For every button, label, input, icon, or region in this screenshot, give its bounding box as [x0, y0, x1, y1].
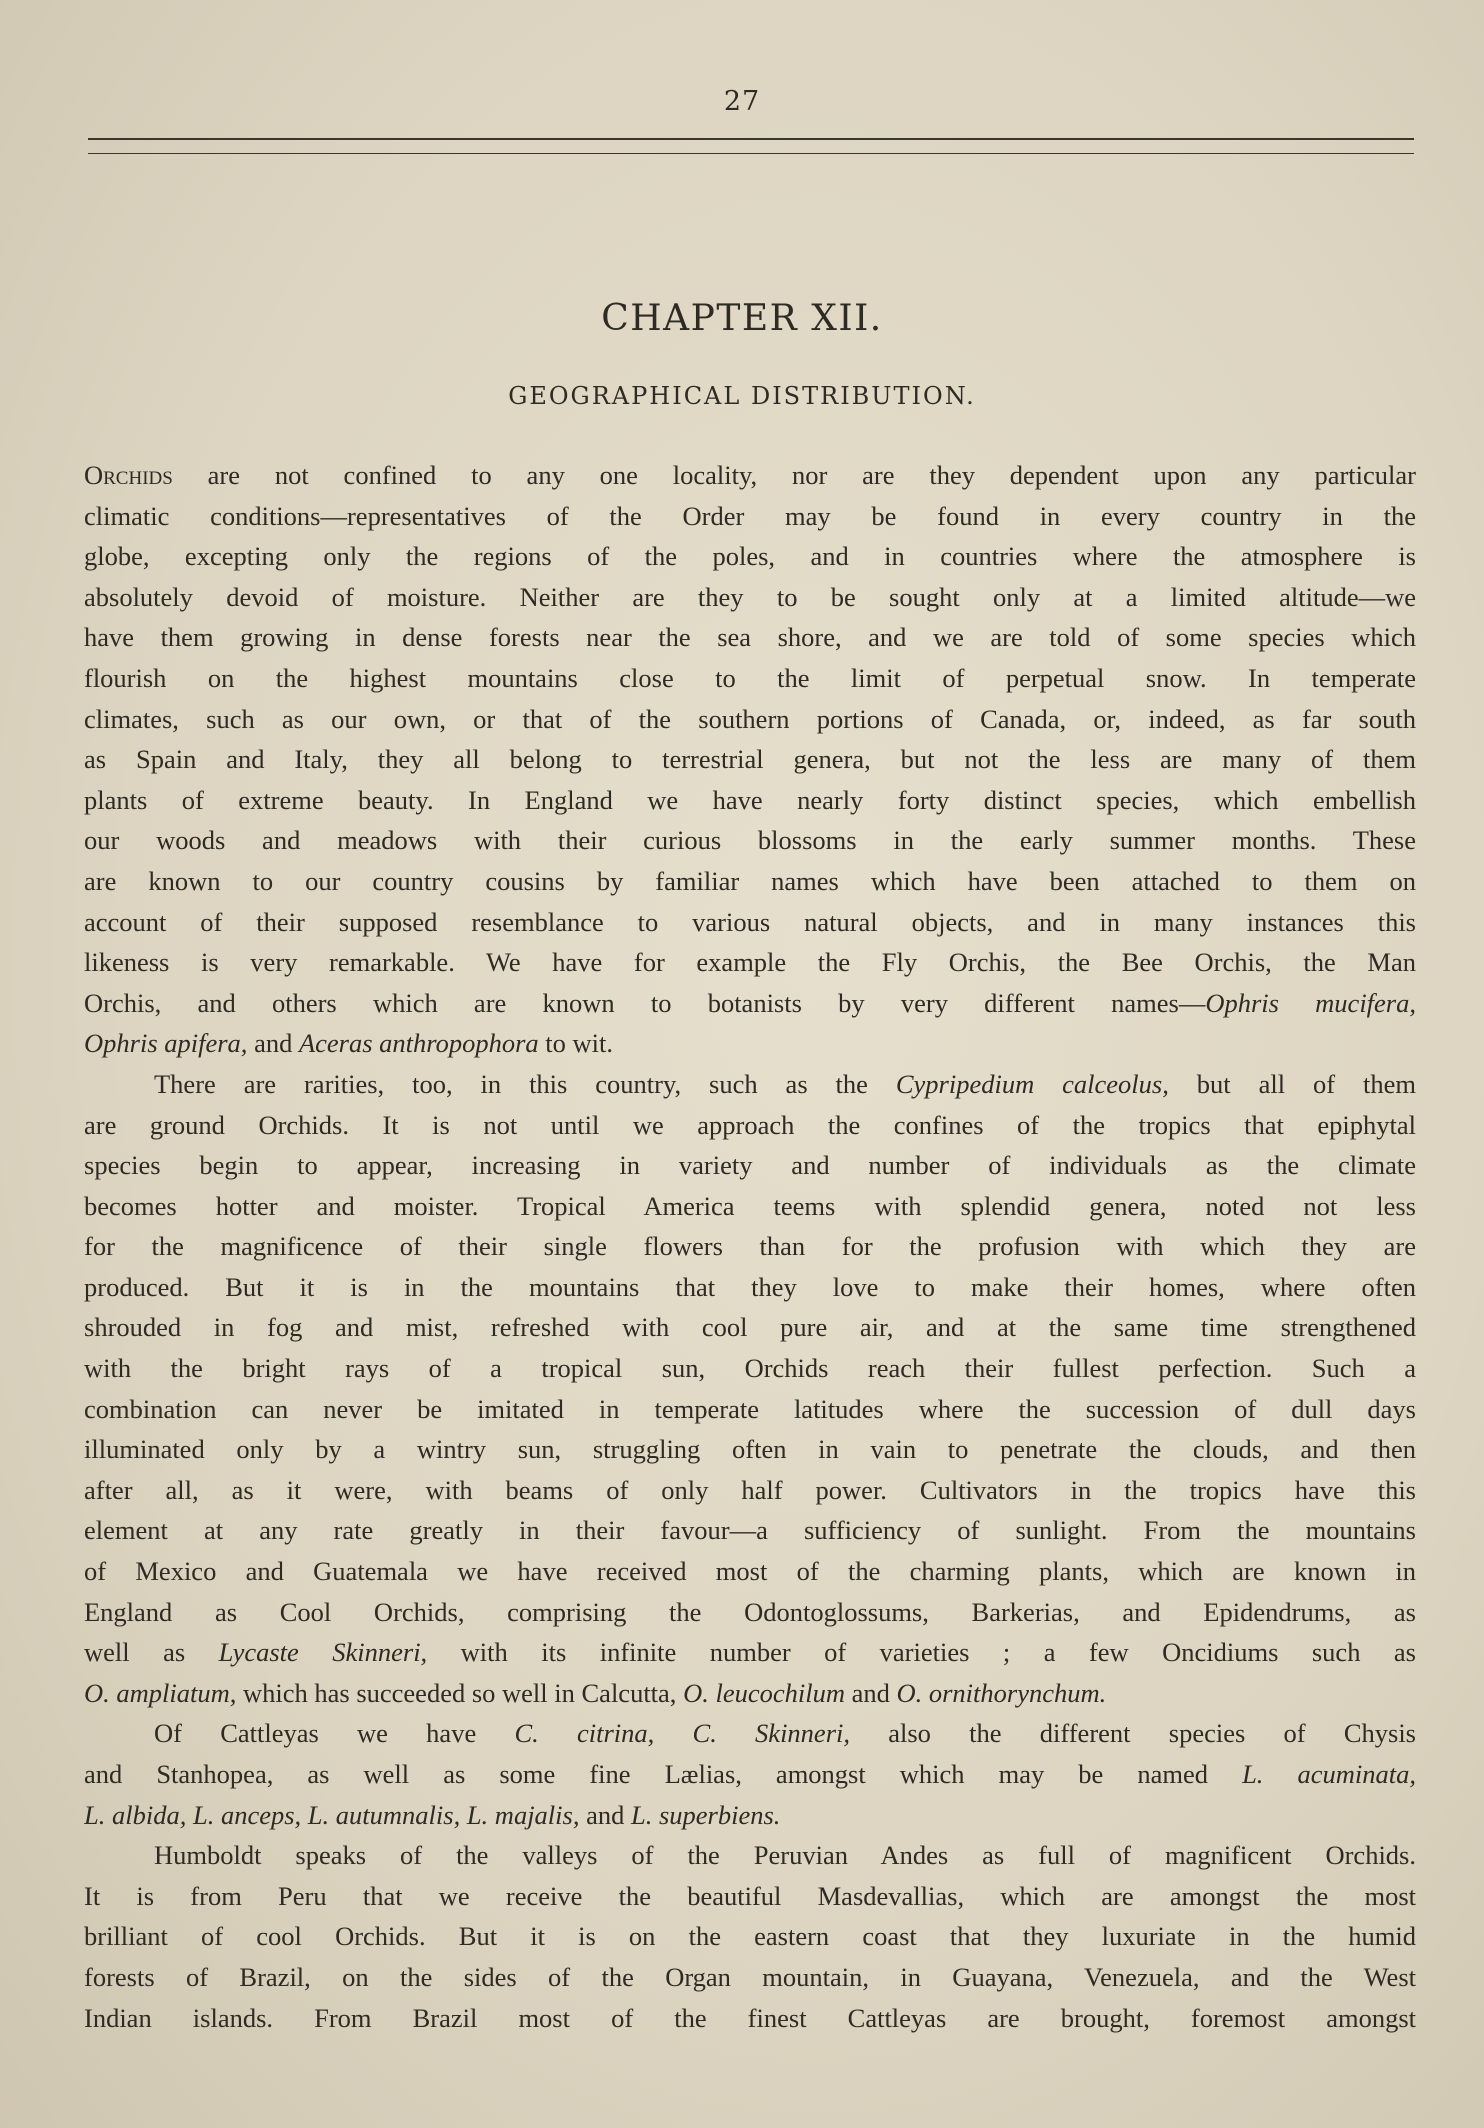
section-title: GEOGRAPHICAL DISTRIBUTION.: [508, 382, 976, 410]
text-line: [84, 658, 1416, 699]
text-segment: also the different species of Chysis: [850, 1718, 1416, 1749]
text-line: [84, 1226, 1416, 1267]
text-segment: have them growing in dense forests near the sea shore, and we are told of some species which: [84, 622, 1416, 653]
text-line: [84, 1592, 1416, 1633]
text-segment: England as Cool Orchids, comprising the Odontoglossums, Barkerias, and Epidendrums, as: [84, 1596, 1416, 1627]
text-line: [84, 1186, 1416, 1227]
text-line: [84, 902, 1416, 943]
text-line: [84, 1795, 1416, 1836]
text-line: [84, 1145, 1416, 1186]
text-line: [84, 1389, 1416, 1430]
text-segment: climatic conditions—representatives of the Order may be found in every country in the: [84, 500, 1416, 531]
text-segment: for the magnificence of their single flowers than for the profusion with which they are: [84, 1231, 1416, 1262]
text-line: [84, 1429, 1416, 1470]
text-segment: produced. But it is in the mountains that they love to make their homes, where often: [84, 1271, 1416, 1302]
italic-text: O. leucochilum: [683, 1677, 845, 1708]
text-segment: element at any rate greatly in their favour—a sufficiency of sunlight. From the mountains: [84, 1515, 1416, 1546]
text-segment: Humboldt speaks of the valleys of the Peruvian Andes as full of magnificent Orchids.: [154, 1840, 1416, 1871]
text-segment: illuminated only by a wintry sun, struggling often in vain to penetrate the clouds, and then: [84, 1434, 1416, 1465]
text-line: [84, 1632, 1416, 1673]
text-line: [84, 1754, 1416, 1795]
text-line: [84, 1348, 1416, 1389]
header-rule: [88, 138, 1414, 140]
text-line: [84, 942, 1416, 983]
text-line: [84, 496, 1416, 537]
italic-text: O. ornithorynchum.: [896, 1677, 1107, 1708]
text-segment: and: [844, 1677, 897, 1708]
chapter-title: CHAPTER XII.: [601, 298, 883, 339]
text-line: [84, 1023, 1416, 1064]
text-line: [84, 861, 1416, 902]
text-segment: brilliant of cool Orchids. But it is on the eastern coast that they luxuriate in the humid: [84, 1921, 1416, 1952]
text-segment: combination can never be imitated in temperate latitudes where the succession of dull days: [84, 1393, 1416, 1424]
text-line: [84, 1713, 1416, 1754]
text-segment: becomes hotter and moister. Tropical America teems with splendid genera, noted not less: [84, 1190, 1416, 1221]
italic-text: L. superbiens.: [630, 1799, 781, 1830]
text-line: [84, 1510, 1416, 1551]
text-line: [84, 1957, 1416, 1998]
text-line: [84, 1916, 1416, 1957]
text-segment: with the bright rays of a tropical sun, Orchids reach their fullest perfection. Such a: [84, 1353, 1416, 1384]
italic-text: Aceras anthropophora: [298, 1028, 539, 1059]
italic-text: Lycaste Skinneri,: [218, 1637, 428, 1668]
text-line: [84, 983, 1416, 1024]
text-line: [84, 739, 1416, 780]
text-line: [84, 1835, 1416, 1876]
text-segment: our woods and meadows with their curious blossoms in the early summer months. These: [84, 825, 1416, 856]
text-segment: with its infinite number of varieties ; a few Oncidiums such as: [427, 1637, 1416, 1668]
text-line: [84, 1307, 1416, 1348]
text-segment: as Spain and Italy, they all belong to terrestrial genera, but not the less are many of them: [84, 744, 1416, 775]
text-segment: which has succeeded so well in Calcutta,: [236, 1677, 684, 1708]
text-line: [84, 577, 1416, 618]
text-segment: are not confined to any one locality, nor are they dependent upon any particular: [172, 460, 1416, 490]
italic-text: Ophris mucifera,: [1205, 987, 1416, 1018]
text-segment: Indian islands. From Brazil most of the finest Cattleyas are brought, foremost amongst: [84, 2002, 1416, 2033]
text-line: [84, 1267, 1416, 1308]
text-line: [84, 820, 1416, 861]
text-line: [84, 1673, 1416, 1714]
text-segment: but all of them: [1168, 1068, 1416, 1099]
italic-text: C. citrina, C. Skinneri,: [514, 1718, 850, 1749]
text-segment: It is from Peru that we receive the beautiful Masdevallias, which are amongst the most: [84, 1880, 1416, 1911]
italic-text: L. albida, L. anceps, L. autumnalis, L. majalis,: [84, 1799, 580, 1830]
text-segment: to wit.: [538, 1028, 614, 1059]
text-segment: Orchis, and others which are known to botanists by very different names—: [84, 987, 1206, 1018]
text-segment: account of their supposed resemblance to various natural objects, and in many instances this: [84, 906, 1416, 937]
text-line: [84, 699, 1416, 740]
text-segment: are known to our country cousins by familiar names which have been attached to them on: [84, 865, 1416, 896]
text-segment: globe, excepting only the regions of the poles, and in countries where the atmosphere is: [84, 541, 1416, 572]
text-segment: are ground Orchids. It is not until we approach the confines of the tropics that epiphytal: [84, 1109, 1416, 1140]
text-line: [84, 1470, 1416, 1511]
text-segment: species begin to appear, increasing in variety and number of individuals as the climate: [84, 1150, 1416, 1181]
text-segment: There are rarities, too, in this country, such as the: [154, 1068, 896, 1099]
header-rule-thin: [88, 153, 1414, 154]
text-line: [84, 1064, 1416, 1105]
text-segment: climates, such as our own, or that of the southern portions of Canada, or, indeed, as far south: [84, 703, 1416, 734]
text-line: [84, 1876, 1416, 1917]
text-segment: and: [247, 1028, 299, 1059]
text-segment: well as: [84, 1637, 219, 1668]
text-segment: plants of extreme beauty. In England we have nearly forty distinct species, which embellish: [84, 784, 1416, 815]
text-segment: and: [579, 1799, 631, 1830]
italic-text: Cypripedium calceolus,: [895, 1068, 1169, 1099]
text-segment: shrouded in fog and mist, refreshed with cool pure air, and at the same time strengthened: [84, 1312, 1416, 1343]
text-line: [84, 1998, 1416, 2039]
text-segment: Of Cattleyas we have: [154, 1718, 515, 1749]
text-line: [84, 1105, 1416, 1146]
text-line: [84, 1551, 1416, 1592]
text-line: [84, 617, 1416, 658]
text-segment: forests of Brazil, on the sides of the Organ mountain, in Guayana, Venezuela, and the West: [84, 1961, 1416, 1992]
text-segment: after all, as it were, with beams of only half power. Cultivators in the tropics have this: [84, 1474, 1416, 1505]
italic-text: Ophris apifera,: [84, 1028, 248, 1059]
text-segment: of Mexico and Guatemala we have received most of the charming plants, which are known in: [84, 1556, 1416, 1587]
body-text: [84, 455, 1416, 2038]
text-segment: likeness is very remarkable. We have for example the Fly Orchis, the Bee Orchis, the Man: [84, 947, 1416, 978]
text-segment: absolutely devoid of moisture. Neither are they to be sought only at a limited altitude—we: [84, 581, 1416, 612]
text-line: [84, 455, 1416, 496]
text-segment: flourish on the highest mountains close to the limit of perpetual snow. In temperate: [84, 662, 1416, 693]
text-line: [84, 780, 1416, 821]
text-segment: and Stanhopea, as well as some fine Lælias, amongst which may be named: [84, 1759, 1243, 1789]
page-number: 27: [723, 86, 761, 117]
italic-text: L. acuminata,: [1242, 1759, 1416, 1789]
text-line: [84, 536, 1416, 577]
text-segment: Orchids: [84, 460, 173, 490]
italic-text: O. ampliatum,: [84, 1677, 237, 1708]
